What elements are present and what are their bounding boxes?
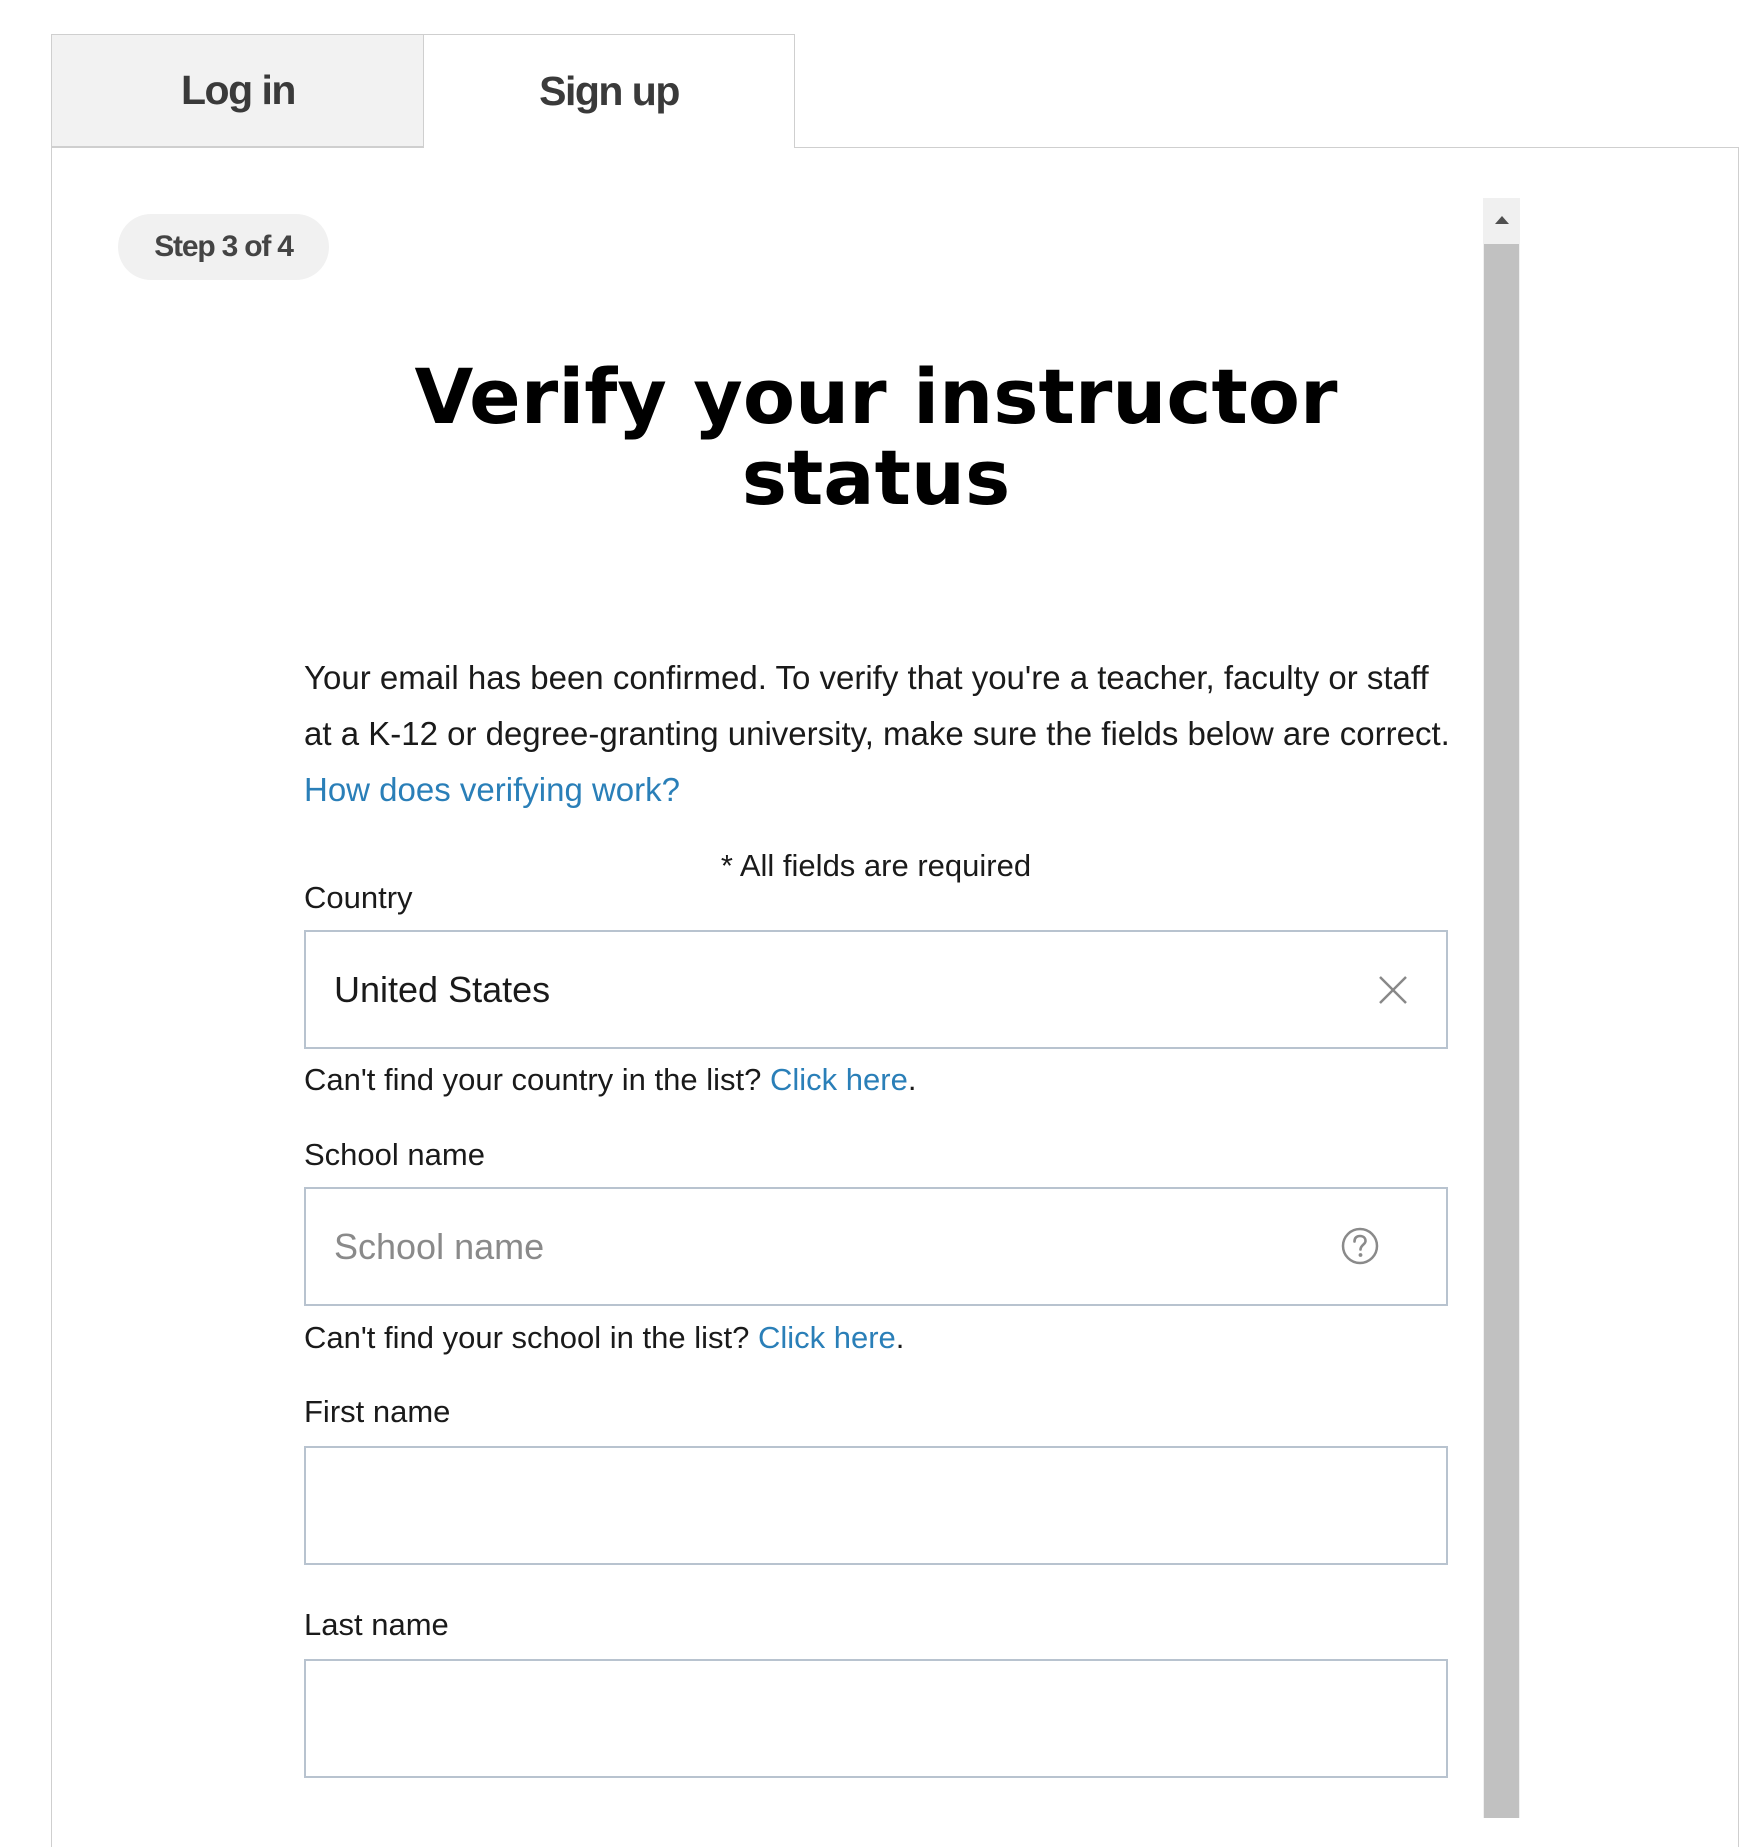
last-name-input[interactable] bbox=[306, 1661, 1446, 1776]
tab-log-in[interactable] bbox=[51, 34, 424, 147]
intro-text bbox=[304, 650, 1450, 818]
last-name-label: Last name bbox=[304, 1607, 449, 1642]
last-name-field[interactable] bbox=[304, 1659, 1448, 1778]
country-field[interactable] bbox=[304, 930, 1448, 1049]
first-name-field[interactable] bbox=[304, 1446, 1448, 1565]
scrollbar-thumb[interactable] bbox=[1484, 244, 1519, 1818]
triangle-up-icon bbox=[1494, 215, 1510, 225]
country-label: Country bbox=[304, 880, 413, 915]
scroll-up-arrow-icon[interactable] bbox=[1483, 198, 1520, 242]
required-note: * All fields are required bbox=[720, 848, 1032, 883]
first-name-label: First name bbox=[304, 1394, 451, 1429]
school-click-here-link[interactable]: Click here bbox=[757, 1320, 896, 1355]
school-name-label: School name bbox=[304, 1137, 485, 1172]
school-name-field[interactable] bbox=[304, 1187, 1448, 1306]
question-circle-icon[interactable] bbox=[1340, 1226, 1380, 1266]
tab-sign-up-label: Sign up bbox=[539, 68, 679, 114]
scrollbar[interactable] bbox=[1483, 198, 1520, 1818]
country-click-here-link[interactable]: Click here bbox=[770, 1062, 908, 1097]
step-badge bbox=[118, 214, 329, 280]
country-helper-period: . bbox=[907, 1062, 917, 1097]
first-name-input[interactable] bbox=[306, 1448, 1446, 1563]
school-helper bbox=[304, 1318, 904, 1358]
how-verifying-works-link[interactable]: How does verifying work? bbox=[304, 771, 680, 808]
country-input[interactable] bbox=[306, 932, 1446, 1047]
school-name-input[interactable] bbox=[306, 1189, 1446, 1304]
country-helper bbox=[304, 1060, 916, 1100]
page-title: Verify your instructor status bbox=[414, 352, 1338, 522]
school-helper-text: Can't find your school in the list? bbox=[304, 1320, 750, 1355]
tab-log-in-label: Log in bbox=[181, 67, 295, 113]
tab-sign-up[interactable] bbox=[423, 34, 795, 148]
school-helper-period: . bbox=[895, 1320, 905, 1355]
close-icon[interactable] bbox=[1374, 971, 1412, 1009]
country-helper-text: Can't find your country in the list? bbox=[304, 1062, 762, 1097]
intro-body: Your email has been confirmed. To verify that you're a teacher, faculty or staff at a K-12 or degree-granting university, make sure the fields below are correct. bbox=[304, 659, 1450, 752]
step-label: Step 3 of 4 bbox=[154, 230, 293, 263]
